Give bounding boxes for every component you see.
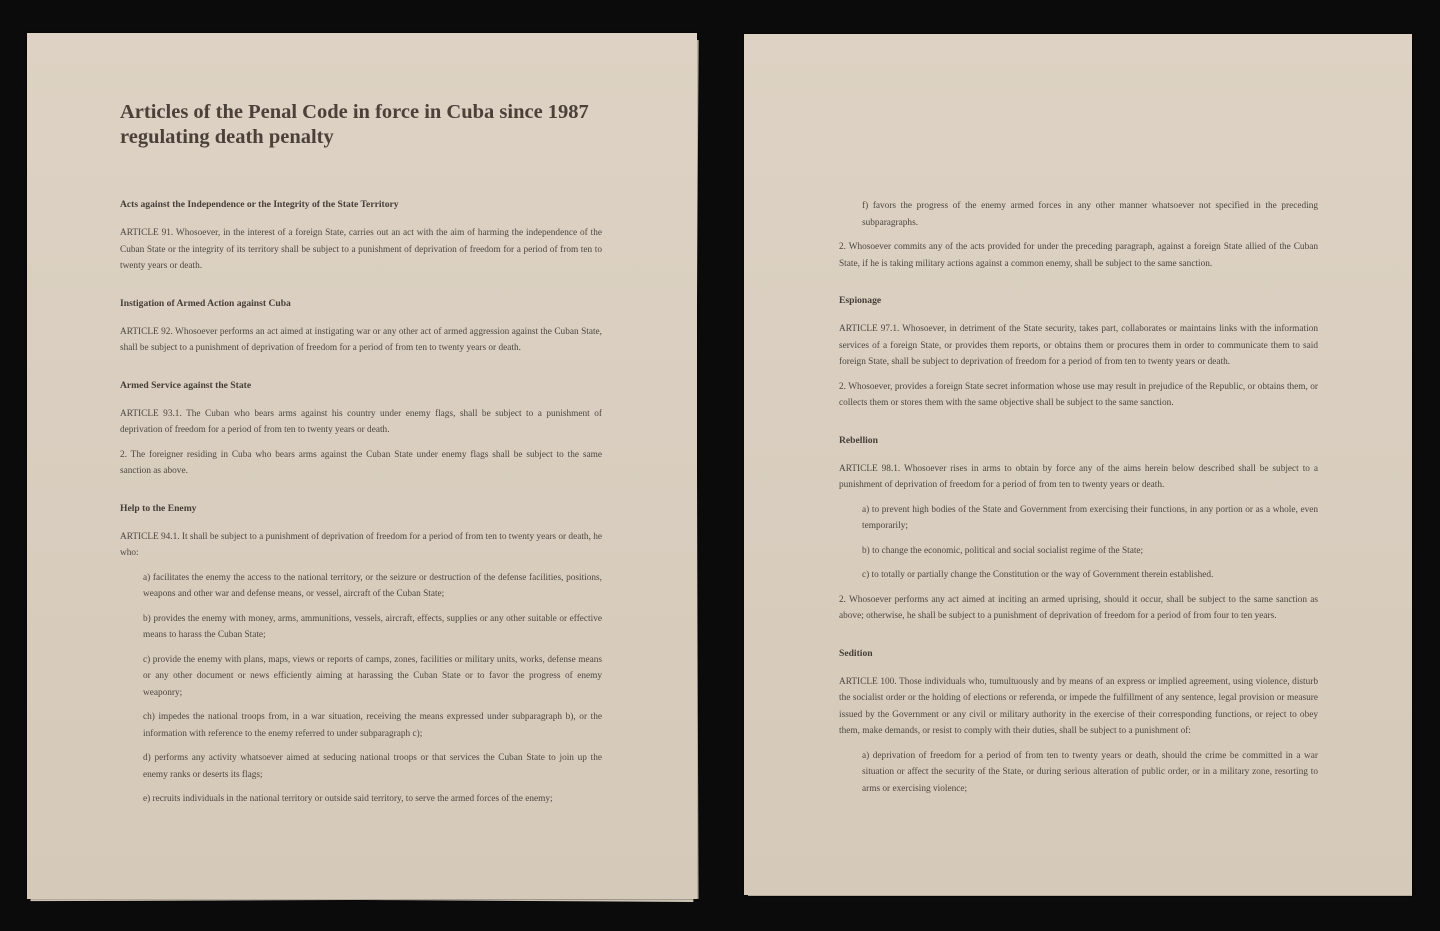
section-article-91 [120, 198, 602, 275]
section-sedition [839, 647, 1318, 798]
section-heading: Espionage [839, 295, 882, 306]
subparagraph: ch) impedes the national troops from, in a war situation, receiving the means expressed under subparagraph b), or the information with reference to the enemy referred to under subparagraph c); [143, 712, 602, 739]
article-paragraph: ARTICLE 92. Whosoever performs an act aimed at instigating war or any other act of armed aggression against the Cuban State, shall be subject to a punishment of deprivation of freedom for a period of from ten to twenty years or death. [120, 326, 602, 353]
section-heading: Sedition [839, 647, 873, 659]
article-paragraph: 2. Whosoever commits any of the acts provided for under the preceding paragraph, against a foreign State allied of the Cuban State, if he is taking military actions against a common enemy, shall be subject to the same sanction. [839, 242, 1318, 269]
subparagraph: b) to change the economic, political and social socialist regime of the State; [862, 545, 1144, 556]
subparagraph: c) to totally or partially change the Constitution or the way of Government therein established. [862, 570, 1214, 580]
article-paragraph: ARTICLE 100. Those individuals who, tumultuously and by means of an express or implied agreement, using violence, disturb the socialist order or the holding of elections or referenda, or impede the fulfillment of any sentence, legal provision or measure issued by the Government or any civil or military authority in the exercise of their corresponding functions, or reject to obey them, make demands, or resist to comply with their duties, shall be subject to a punishment of: [839, 676, 1318, 736]
section-espionage [839, 294, 1318, 412]
document-title: Articles of the Penal Code in force in Cuba since 1987 regulating death penalty [120, 101, 589, 148]
subparagraph: e) recruits individuals in the national territory or outside said territory, to serve the armed forces of the enemy; [143, 794, 553, 804]
subparagraph: d) performs any activity whatsoever aimed at seducing national troops or that services the Cuban State to join up the enemy ranks or deserts its flags; [143, 753, 602, 780]
subparagraph: a) deprivation of freedom for a period of from ten to twenty years or death, should the crime be committed in a war situation or affect the security of the State, or during serious alteration of public order, or in a military zone, resorting to arms or exercising violence; [862, 750, 1318, 794]
section-article-94-continued [839, 198, 1318, 272]
article-paragraph: ARTICLE 94.1. It shall be subject to a punishment of deprivation of freedom for a period of from ten to twenty years or death, he who: [120, 531, 602, 558]
article-paragraph: 2. Whosoever performs any act aimed at inciting an armed uprising, should it occur, shall be subject to the same sanction as above; otherwise, he shall be subject to a punishment of deprivation of freedom for a period of from four to ten years. [839, 594, 1318, 621]
section-article-92 [120, 297, 602, 357]
left-page-content [120, 100, 602, 830]
subparagraph: a) facilitates the enemy the access to the national territory, or the seizure or destruction of the defense facilities, positions, weapons and other war and defense means, or vessel, aircraft of the Cuban State; [143, 572, 602, 599]
section-heading: Acts against the Independence or the Integrity of the State Territory [120, 199, 399, 210]
section-heading: Armed Service against the State [120, 379, 252, 391]
subparagraph: b) provides the enemy with money, arms, ammunitions, vessels, aircraft, effects, supplies or any other suitable or effective means to harass the Cuban State; [143, 613, 602, 640]
section-heading: Help to the Enemy [120, 502, 197, 514]
section-heading: Instigation of Armed Action against Cuba [120, 297, 291, 309]
article-paragraph: ARTICLE 91. Whosoever, in the interest of a foreign State, carries out an act with the aim of harming the independence of the Cuban State or the integrity of its territory shall be subject to a punishment of deprivation of freedom for a period of from ten to twenty years or death. [120, 228, 602, 271]
subparagraph: a) to prevent high bodies of the State and Government from exercising their functions, in any portion or as a whole, even temporarily; [862, 504, 1318, 531]
article-paragraph: 2. The foreigner residing in Cuba who bears arms against the Cuban State under enemy flags shall be subject to the same sanction as above. [120, 449, 602, 476]
right-page-content [839, 198, 1318, 819]
subparagraph: c) provide the enemy with plans, maps, views or reports of camps, zones, facilities or military units, works, defense means or any other document or news efficiently aiming at harassing the Cuban State or to favor the progress of enemy weaponry; [143, 654, 602, 698]
section-article-93 [120, 379, 602, 480]
section-article-94 [120, 502, 602, 808]
section-rebellion [839, 434, 1318, 625]
article-paragraph: ARTICLE 97.1. Whosoever, in detriment of the State security, takes part, collaborates or maintains links with the information services of a foreign State, or provides them reports, or obtains them or procures them in order to communicate them to said foreign State, shall be subject to deprivation of freedom for a period of from ten to twenty years or death. [839, 324, 1318, 367]
subparagraph: f) favors the progress of the enemy armed forces in any other manner whatsoever not specified in the preceding subparagraphs. [862, 201, 1318, 228]
article-paragraph: ARTICLE 93.1. The Cuban who bears arms against his country under enemy flags, shall be subject to a punishment of deprivation of freedom for a period of from ten to twenty years or death. [120, 408, 602, 435]
article-paragraph: ARTICLE 98.1. Whosoever rises in arms to obtain by force any of the aims herein below described shall be subject to a punishment of deprivation of freedom for a period of from ten to twenty years or death. [839, 463, 1318, 490]
article-paragraph: 2. Whosoever, provides a foreign State secret information whose use may result in prejudice of the Republic, or obtains them, or collects them or stores them with the same objective shall be subject to the same sanction. [839, 381, 1318, 408]
section-heading: Rebellion [839, 434, 878, 446]
